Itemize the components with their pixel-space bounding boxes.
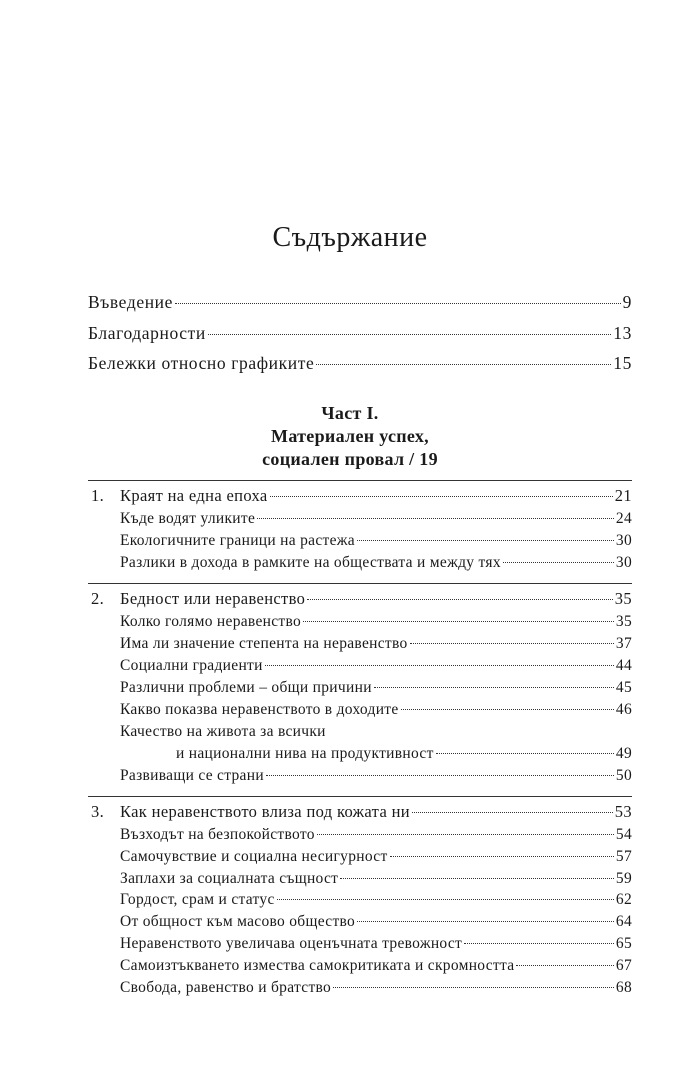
section-page: 24: [615, 510, 632, 527]
dot-leader: [317, 834, 614, 835]
dot-leader: [357, 540, 614, 541]
dot-leader: [277, 899, 614, 900]
toc-section-entry[interactable]: [88, 554, 632, 576]
dot-leader: [374, 687, 614, 688]
entry-page: 13: [613, 322, 632, 343]
dot-leader: [270, 496, 613, 497]
entry-page: 9: [622, 292, 632, 312]
section-page: 67: [615, 956, 632, 974]
dot-leader: [175, 303, 621, 304]
toc-entry-acknowledgements[interactable]: [88, 323, 632, 354]
section-label: Развиващи се страни: [120, 767, 264, 784]
section-label: Самочувствие и социална несигурност: [120, 847, 388, 865]
toc-chapter-entry[interactable]: [88, 589, 632, 613]
chapter-label: Как неравенството влиза под кожата ни: [120, 802, 410, 821]
toc-chapter-entry[interactable]: [88, 486, 632, 510]
chapter-2: [88, 583, 632, 796]
entry-page: 15: [613, 353, 632, 373]
dot-leader: [266, 775, 614, 776]
toc-section-entry[interactable]: [88, 891, 632, 913]
section-label: Разлики в дохода в рамките на обществата и между тях: [120, 554, 501, 571]
section-label: Екологичните граници на растежа: [120, 532, 355, 549]
section-page: 37: [615, 635, 632, 652]
toc-section-entry[interactable]: [88, 957, 632, 979]
part-number: Част I.: [321, 403, 379, 423]
section-label: Има ли значение степента на неравенство: [120, 635, 408, 652]
dot-leader: [340, 878, 614, 879]
part-title-line-2: социален провал / 19: [262, 449, 438, 469]
entry-label: Бележки относно графиките: [88, 353, 315, 373]
section-label: Заплахи за социалната същност: [120, 869, 339, 887]
toc-section-entry[interactable]: [88, 532, 632, 554]
chapter-3: [88, 796, 632, 1007]
section-page: 65: [615, 934, 632, 952]
toc-section-entry[interactable]: [88, 935, 632, 957]
toc-section-entry[interactable]: [88, 701, 632, 723]
entry-label: Въведение: [88, 292, 173, 312]
section-label: Гордост, срам и статус: [120, 891, 275, 909]
chapter-page: 35: [614, 589, 632, 608]
dot-leader: [503, 562, 614, 563]
toc-section-entry[interactable]: [88, 848, 632, 870]
section-label: Какво показва неравенството в доходите: [120, 701, 399, 718]
dot-leader: [516, 965, 613, 966]
chapter-page: 53: [614, 802, 632, 821]
page-title: Съдържание: [272, 222, 428, 253]
dot-leader: [357, 921, 614, 922]
section-page: 30: [615, 554, 632, 571]
section-page: 44: [615, 657, 632, 674]
chapter-list: [88, 480, 632, 1007]
toc-section-entry-continuation[interactable]: [88, 745, 632, 767]
section-label: Възходът на безпокойството: [120, 826, 315, 843]
section-page: 35: [615, 613, 632, 630]
section-label: Различни проблеми – общи причини: [120, 679, 372, 696]
section-label: Свобода, равенство и братство: [120, 978, 332, 996]
dot-leader: [257, 518, 614, 519]
toc-section-entry-wrapped[interactable]: [88, 723, 632, 745]
dot-leader: [412, 812, 613, 813]
dot-leader: [401, 709, 614, 710]
dot-leader: [316, 364, 611, 365]
section-page: 64: [615, 913, 632, 931]
section-label: Социални градиенти: [120, 657, 263, 674]
toc-chapter-entry[interactable]: [88, 802, 632, 826]
part-title-line-1: Материален успех,: [271, 426, 429, 446]
section-label-continued: и национални нива на продуктивност: [176, 745, 434, 762]
toc-section-entry[interactable]: [88, 510, 632, 532]
toc-section-entry[interactable]: [88, 679, 632, 701]
dot-leader: [410, 643, 614, 644]
dot-leader: [265, 665, 614, 666]
section-label: Неравенството увеличава оценъчната тревожност: [120, 934, 463, 952]
chapter-1: [88, 480, 632, 583]
section-label: От общност към масово общество: [120, 913, 356, 931]
chapter-number: 3.: [91, 802, 105, 821]
section-label: Колко голямо неравенство: [120, 613, 302, 630]
entry-label: Благодарности: [88, 322, 206, 343]
section-label: Къде водят уликите: [120, 510, 256, 527]
intro-list: [88, 292, 632, 384]
toc-section-entry[interactable]: [88, 870, 632, 892]
toc-section-entry[interactable]: [88, 913, 632, 935]
section-page: 30: [615, 532, 632, 549]
section-page: 59: [615, 869, 632, 887]
dot-leader: [436, 753, 614, 754]
toc-section-entry[interactable]: [88, 826, 632, 848]
toc-entry-graph-notes[interactable]: [88, 353, 632, 384]
section-label: Самоизтъкването измества самокритиката и скромността: [120, 956, 515, 974]
section-page: 57: [615, 847, 632, 865]
toc-entry-introduction[interactable]: [88, 292, 632, 323]
section-page: 45: [615, 679, 632, 696]
dot-leader: [390, 856, 614, 857]
toc-section-entry[interactable]: [88, 979, 632, 1001]
chapter-page: 21: [614, 486, 632, 505]
section-page: 49: [615, 745, 632, 762]
part-heading: [0, 402, 700, 471]
section-page: 68: [615, 978, 632, 996]
toc-section-entry[interactable]: [88, 635, 632, 657]
dot-leader: [464, 943, 614, 944]
dot-leader: [303, 621, 614, 622]
toc-section-entry[interactable]: [88, 767, 632, 789]
toc-section-entry[interactable]: [88, 613, 632, 635]
section-page: 50: [615, 767, 632, 784]
chapter-label: Бедност или неравенство: [120, 589, 306, 608]
dot-leader: [307, 599, 613, 600]
dot-leader: [208, 334, 611, 335]
section-page: 62: [615, 891, 632, 909]
chapter-number: 1.: [91, 486, 105, 505]
toc-section-entry[interactable]: [88, 657, 632, 679]
dot-leader: [333, 987, 614, 988]
section-page: 54: [615, 826, 632, 843]
section-label: Качество на живота за всички: [120, 723, 326, 740]
chapter-label: Краят на една епоха: [120, 486, 268, 505]
section-page: 46: [615, 701, 632, 718]
chapter-number: 2.: [91, 589, 105, 608]
